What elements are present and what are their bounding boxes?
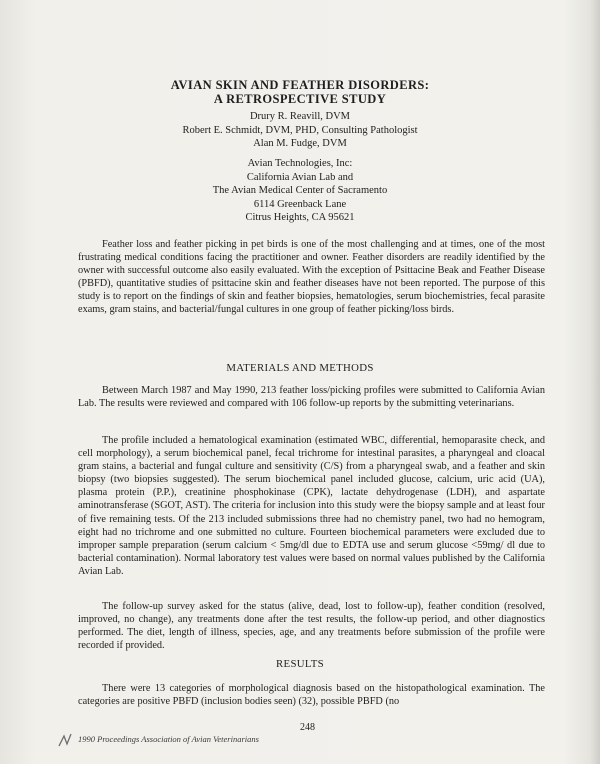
methods-paragraph-2: The profile included a hematological examination (estimated WBC, differential, hemoparasite check, and cell morphology), a serum biochemical panel, fecal trichrome for intestinal parasites, a pharyngeal and cloacal gram stains, a bacterial and fungal culture and sensitivity (C/S) from a pharyngeal swab, and a feather and skin biopsy (two biopsies suggested). The serum biochemical panel included glucose, calcium, uric acid (UA), plasma protein (P.P.), creatinine phosphokinase (CPK), lactate dehydrogenase (LDH), and aspartate aminotransferase (SGOT, AST). The criteria for inclusion into this study were the biopsy sample and at least four of five remaining tests. Of the 213 included submissions three had no chemistry panel, two had no hemogram, eight had no trichrome and one submitted no culture. Fourteen biochemical parameters were excluded due to improper sample preparation (serum calcium < 5mg/dl due to EDTA use and serum glucose <59mg/ dl due to bacterial contamination). Normal laboratory test values were based on normal values published by the California Avian Lab. (78, 435, 545, 577)
affiliation-block (0, 157, 600, 225)
results-paragraph-1: There were 13 categories of morphological diagnosis based on the histopathological examination. The categories are positive PBFD (inclusion bodies seen) (32), possible PBFD (no (78, 683, 545, 708)
author: Drury R. Reavill, DVM (249, 111, 351, 122)
intro-paragraph: Feather loss and feather picking in pet birds is one of the most challenging and at times, one of the most frustrating medical conditions facing the practitioner and owner. Feather disorders are readily identified by the owner with successful outcome also easily evaluated. With the exception of Psittacine Beak and Feather Disease (PBFD), quantitative studies of psittacine skin and feather diseases have not been reported. The purpose of this study is to report on the findings of skin and feather biopsies, hematologies, serum biochemistries, fecal parasite exams, gram stains, and bacterial/fungal cultures in one group of feather picking/loss birds. (78, 239, 545, 316)
title-line-1: AVIAN SKIN AND FEATHER DISORDERS: (170, 78, 430, 92)
affiliation-line: California Avian Lab and (246, 171, 354, 183)
methods-paragraph-3: The follow-up survey asked for the status (alive, dead, lost to follow-up), feather condition (resolved, improved, no change), any treatments done after the test results, the follow-up period, and other diagnostics performed. The diet, length of illness, species, age, and any treatments before submission of the profile were recorded if provided. (78, 601, 545, 652)
stamp-mark-icon (56, 730, 76, 750)
title-line-2: A RETROSPECTIVE STUDY (213, 92, 387, 106)
author-list (0, 110, 600, 151)
author: Robert E. Schmidt, DVM, PHD, Consulting Pathologist (182, 124, 418, 136)
affiliation-line: The Avian Medical Center of Sacramento (212, 185, 388, 196)
affiliation-line: Avian Technologies, Inc: (247, 158, 353, 169)
methods-heading: MATERIALS AND METHODS (226, 362, 374, 374)
results-heading: RESULTS (276, 658, 324, 670)
proceedings-footer: 1990 Proceedings Association of Avian Veterinarians (78, 734, 259, 744)
affiliation-line: Citrus Heights, CA 95621 (245, 212, 355, 223)
methods-paragraph-1: Between March 1987 and May 1990, 213 feather loss/picking profiles were submitted to California Avian Lab. The results were reviewed and compared with 106 follow-up reports by the submitting veterinarians. (78, 385, 545, 410)
page-number: 248 (300, 722, 315, 733)
paper-title (0, 78, 600, 106)
affiliation-line: 6114 Greenback Lane (253, 198, 347, 210)
author: Alan M. Fudge, DVM (253, 138, 347, 149)
